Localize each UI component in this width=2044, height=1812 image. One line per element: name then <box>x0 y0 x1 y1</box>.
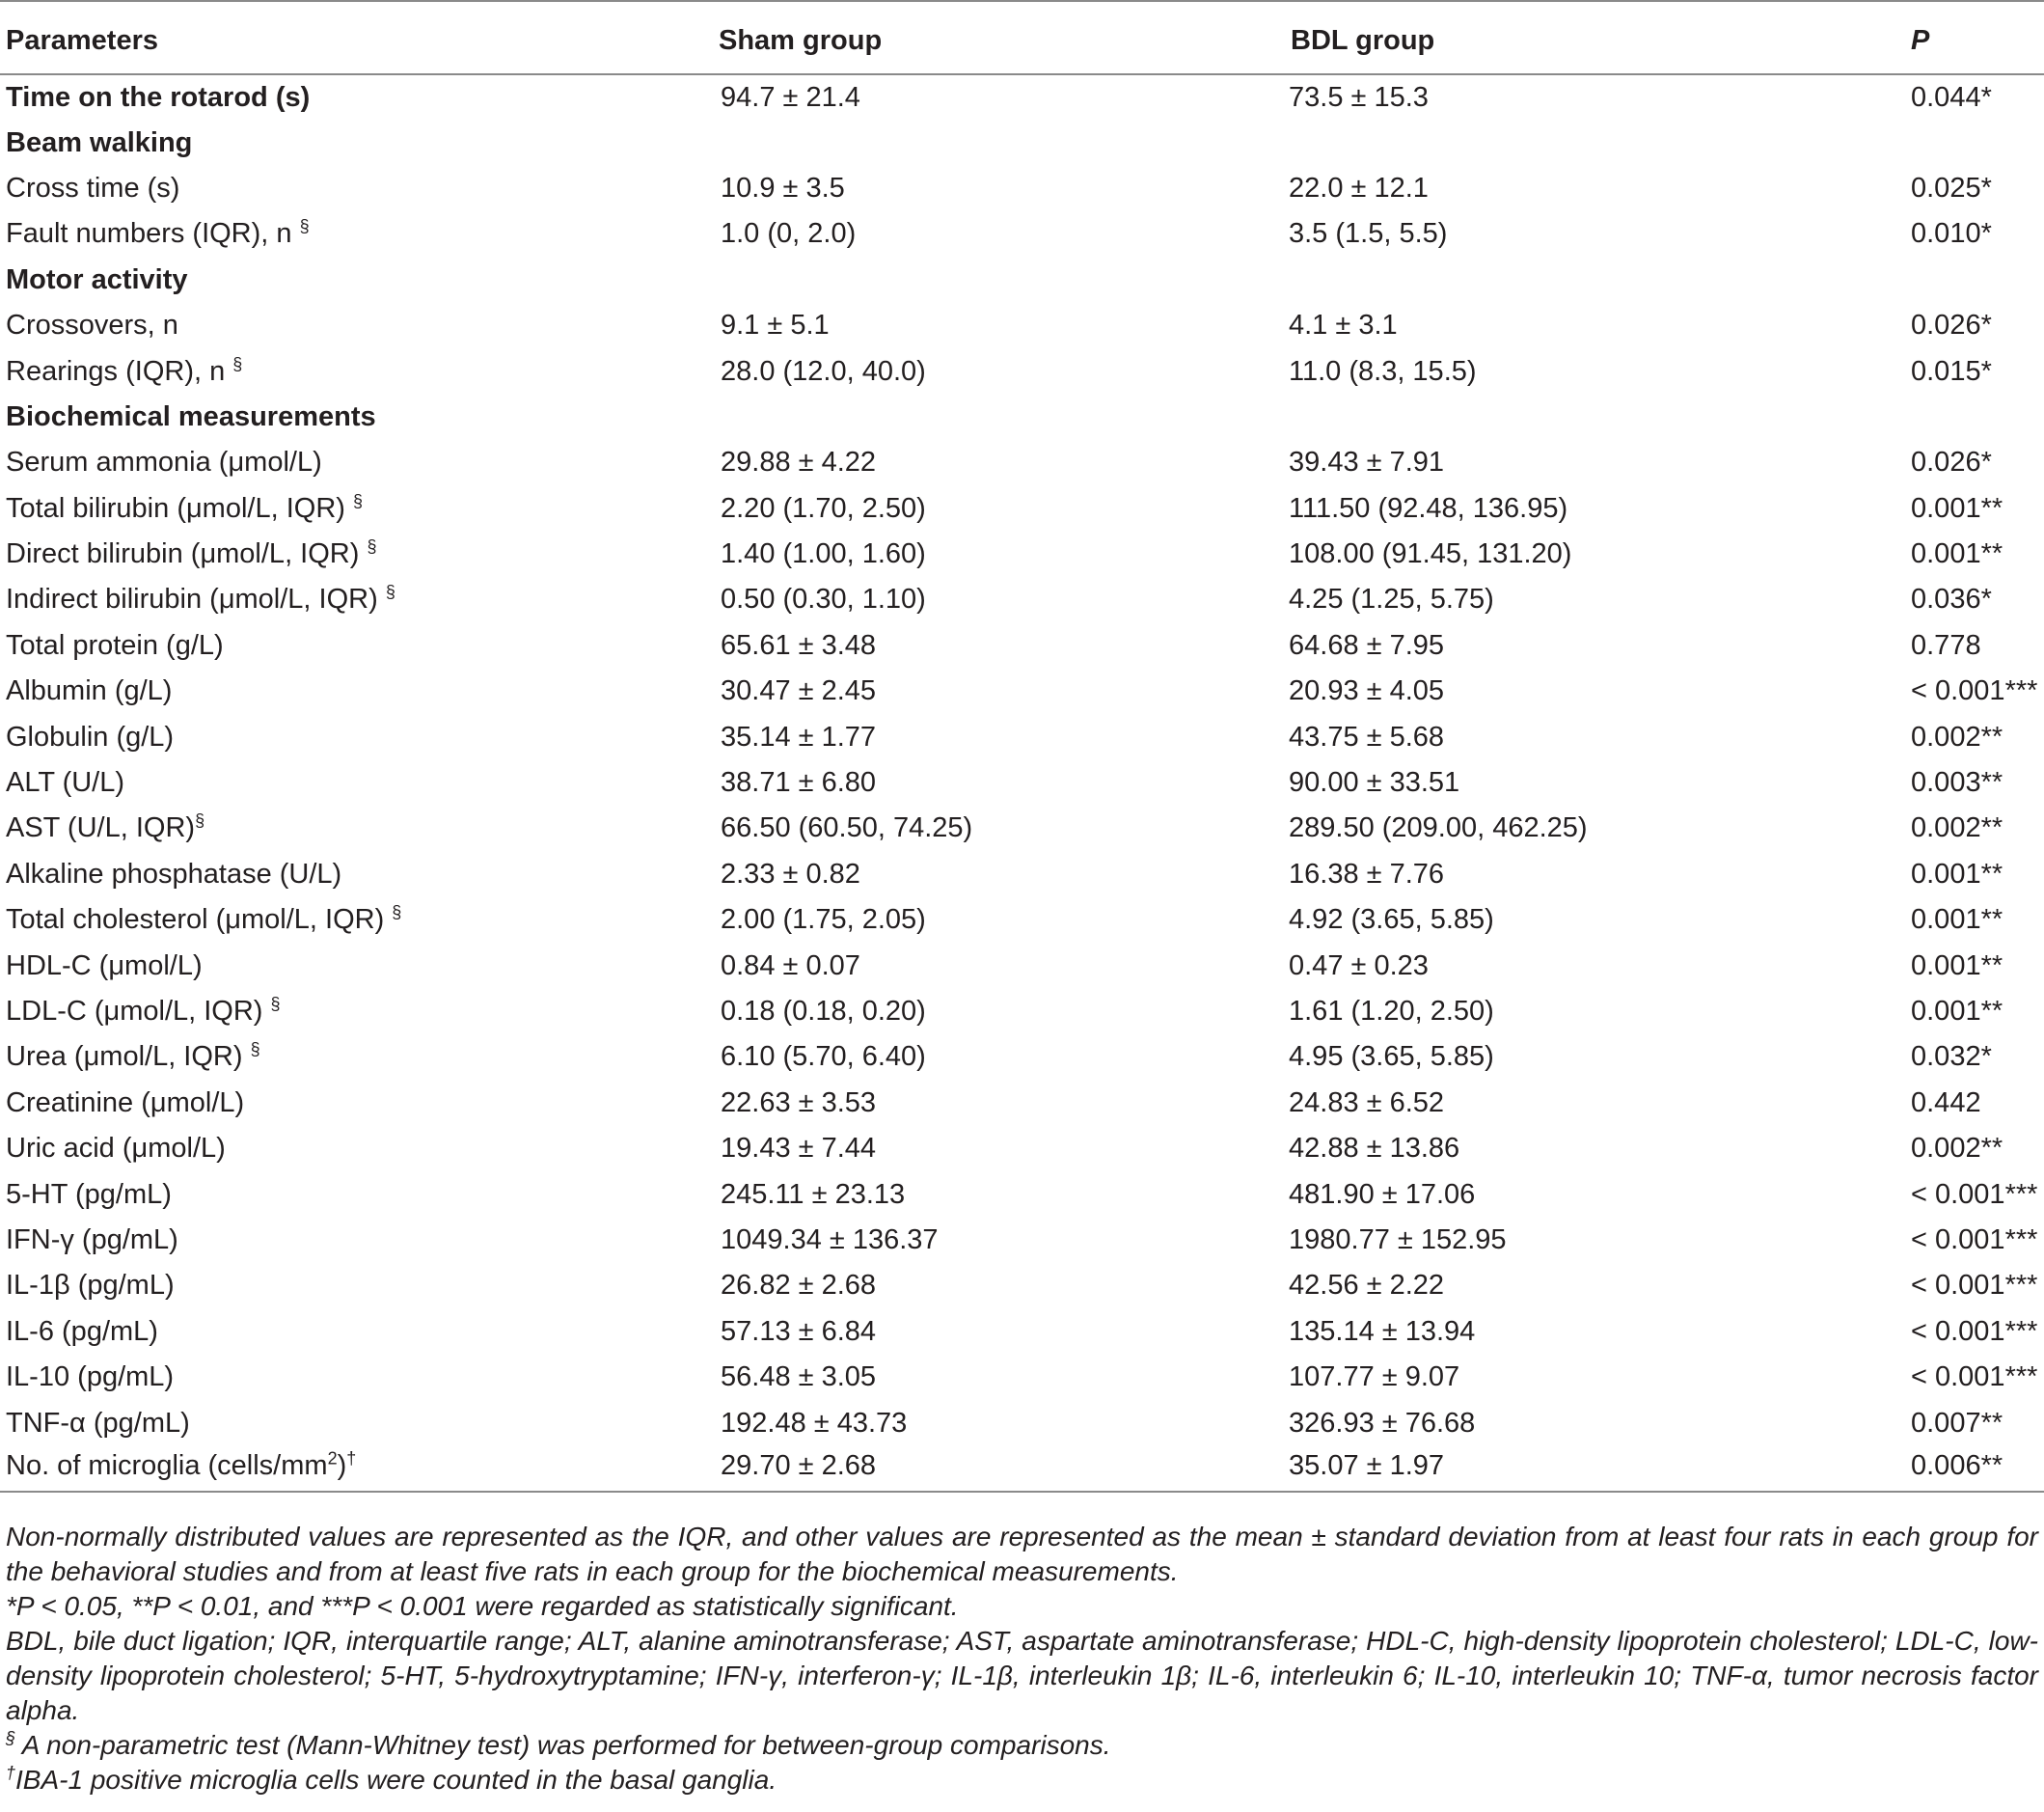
sham-group-cell: 1049.34 ± 136.37 <box>721 1223 939 1255</box>
parameter-cell: Urea (μmol/L, IQR) § <box>6 1039 260 1073</box>
parameter-cell: Beam walking <box>6 126 193 158</box>
footnote-significance: *P < 0.05, **P < 0.01, and ***P < 0.001 were regarded as statistically significant. <box>6 1591 959 1621</box>
sham-group-cell: 0.50 (0.30, 1.10) <box>721 584 926 616</box>
section-row <box>0 395 2044 440</box>
sham-group-cell: 29.70 ± 2.68 <box>713 1446 1285 1492</box>
table-header <box>0 1 2044 74</box>
p-value-cell: < 0.001*** <box>1911 675 2038 707</box>
table-body <box>0 74 2044 1492</box>
p-value-cell: 0.044* <box>1911 81 1992 113</box>
table-row <box>0 577 2044 622</box>
bdl-group-cell <box>1285 120 1903 165</box>
sham-group-cell: 38.71 ± 6.80 <box>721 767 877 799</box>
bdl-group-cell: 4.92 (3.65, 5.85) <box>1289 904 1494 936</box>
parameter-cell: Motor activity <box>6 263 188 295</box>
parameter-cell: Globulin (g/L) <box>6 721 175 753</box>
label-superscript: § <box>352 491 363 511</box>
bdl-group-cell: 4.25 (1.25, 5.75) <box>1289 584 1494 616</box>
parameter-cell: LDL-C (μmol/L, IQR) § <box>6 994 281 1027</box>
bdl-group-cell: 1980.77 ± 152.95 <box>1289 1223 1507 1255</box>
footnote-nonparametric: § A non-parametric test (Mann-Whitney test) was performed for between-group comparisons. <box>6 1728 1111 1760</box>
parameter-cell: Creatinine (μmol/L) <box>6 1086 245 1118</box>
p-value-cell: < 0.001*** <box>1911 1270 2038 1302</box>
bdl-group-cell: 0.47 ± 0.23 <box>1289 949 1429 981</box>
p-value-cell: 0.442 <box>1911 1086 1981 1118</box>
p-value-cell: < 0.001*** <box>1911 1223 2038 1255</box>
p-value-cell: < 0.001*** <box>1911 1315 2038 1347</box>
footnote-distribution: Non-normally distributed values are represented as the IQR, and other values are represented as the mean ± standard deviation from at least four rats in each group for the behavioral studies and from at least five rats in each group for the biochemical measurements. <box>6 1522 2038 1586</box>
bdl-group-cell: 289.50 (209.00, 462.25) <box>1289 812 1588 844</box>
parameter-cell: IL-10 (pg/mL) <box>6 1361 175 1393</box>
bdl-group-cell: 73.5 ± 15.3 <box>1289 81 1429 113</box>
bdl-group-cell: 1.61 (1.20, 2.50) <box>1289 996 1494 1027</box>
sham-group-cell: 2.20 (1.70, 2.50) <box>721 492 926 524</box>
sham-group-cell: 2.00 (1.75, 2.05) <box>721 904 926 936</box>
bdl-group-cell: 22.0 ± 12.1 <box>1289 172 1429 204</box>
bdl-group-cell: 35.07 ± 1.97 <box>1285 1446 1903 1492</box>
sham-group-cell: 57.13 ± 6.84 <box>721 1315 877 1347</box>
label-superscript: § <box>299 216 310 236</box>
header-bdl-group: BDL group <box>1285 1 1903 74</box>
table-row <box>0 669 2044 714</box>
sham-group-cell: 2.33 ± 0.82 <box>721 858 860 890</box>
p-value-cell: 0.025* <box>1911 172 1992 204</box>
p-value-cell <box>1903 120 2044 165</box>
table-row <box>0 1081 2044 1126</box>
sham-group-cell: 9.1 ± 5.1 <box>721 310 830 342</box>
parameter-cell: Rearings (IQR), n § <box>6 353 243 387</box>
label-superscript: 2 <box>327 1448 338 1469</box>
section-row <box>0 120 2044 165</box>
sham-group-cell: 0.84 ± 0.07 <box>721 949 860 981</box>
sham-group-cell <box>713 395 1285 440</box>
parameter-cell: IFN-γ (pg/mL) <box>6 1223 178 1255</box>
header-sham-group: Sham group <box>713 1 1285 74</box>
table-row <box>0 989 2044 1034</box>
sham-group-cell: 35.14 ± 1.77 <box>721 721 877 753</box>
bdl-group-cell: 4.95 (3.65, 5.85) <box>1289 1041 1494 1073</box>
table-row <box>0 1034 2044 1080</box>
parameter-cell: IL-6 (pg/mL) <box>6 1315 158 1347</box>
sham-group-cell: 1.0 (0, 2.0) <box>721 218 857 250</box>
parameter-cell: IL-1β (pg/mL) <box>6 1270 175 1302</box>
parameter-cell: ALT (U/L) <box>6 767 125 799</box>
p-value-cell: 0.015* <box>1911 355 1992 387</box>
table-row <box>0 1309 2044 1355</box>
sham-group-cell: 66.50 (60.50, 74.25) <box>721 812 973 844</box>
sham-group-cell: 56.48 ± 3.05 <box>721 1361 877 1393</box>
p-value-cell: 0.001** <box>1911 949 2003 981</box>
table-row <box>0 1355 2044 1400</box>
parameter-cell: Total protein (g/L) <box>6 629 224 661</box>
p-value-cell: 0.002** <box>1911 721 2003 753</box>
table-row <box>0 1446 2044 1492</box>
sham-group-cell: 30.47 ± 2.45 <box>721 675 877 707</box>
label-superscript: § <box>367 536 377 557</box>
p-value-cell: 0.026* <box>1911 447 1992 479</box>
table-row <box>0 897 2044 943</box>
table-row <box>0 1263 2044 1308</box>
bdl-group-cell: 108.00 (91.45, 131.20) <box>1289 538 1572 570</box>
bdl-group-cell: 43.75 ± 5.68 <box>1289 721 1445 753</box>
sham-group-cell <box>713 120 1285 165</box>
parameter-cell: TNF-α (pg/mL) <box>6 1407 190 1439</box>
section-mark: § <box>6 1728 16 1748</box>
table-row <box>0 211 2044 257</box>
label-superscript: † <box>346 1448 357 1469</box>
p-value-cell: < 0.001*** <box>1911 1361 2038 1393</box>
sham-group-cell: 245.11 ± 23.13 <box>721 1178 906 1210</box>
label-superscript: § <box>195 810 205 831</box>
table-row <box>0 943 2044 988</box>
bdl-group-cell: 11.0 (8.3, 15.5) <box>1289 355 1477 387</box>
bdl-group-cell <box>1285 258 1903 303</box>
label-superscript: § <box>270 994 281 1014</box>
table-row <box>0 714 2044 759</box>
parameter-cell: Direct bilirubin (μmol/L, IQR) § <box>6 536 377 570</box>
parameter-cell: Total cholesterol (μmol/L, IQR) § <box>6 902 402 936</box>
p-value-cell: 0.001** <box>1911 538 2003 570</box>
parameter-cell: Biochemical measurements <box>6 400 376 432</box>
p-value-cell: 0.003** <box>1911 767 2003 799</box>
p-value-cell: 0.001** <box>1911 492 2003 524</box>
sham-group-cell: 192.48 ± 43.73 <box>721 1407 908 1439</box>
p-value-cell: 0.010* <box>1911 218 1992 250</box>
label-superscript: § <box>385 582 395 602</box>
p-value-cell: 0.002** <box>1911 812 2003 844</box>
bdl-group-cell: 42.88 ± 13.86 <box>1289 1133 1460 1165</box>
bdl-group-cell: 107.77 ± 9.07 <box>1289 1361 1460 1393</box>
parameter-cell: No. of microglia $(cells/mm^2)^\dagger$ <box>0 1446 713 1492</box>
table-row <box>0 1171 2044 1217</box>
sham-group-cell: 19.43 ± 7.44 <box>721 1133 877 1165</box>
bdl-group-cell: 39.43 ± 7.91 <box>1289 447 1445 479</box>
sham-group-cell: 94.7 ± 21.4 <box>721 81 860 113</box>
table-row <box>0 532 2044 577</box>
table-row <box>0 1126 2044 1171</box>
p-value-cell: 0.007** <box>1911 1407 2003 1439</box>
table-row <box>0 166 2044 211</box>
parameter-cell: Crossovers, n <box>6 310 178 342</box>
section-row <box>0 258 2044 303</box>
bdl-group-cell: 64.68 ± 7.95 <box>1289 629 1445 661</box>
header-row <box>0 1 2044 74</box>
parameter-cell: Indirect bilirubin (μmol/L, IQR) § <box>6 582 395 616</box>
table-row <box>0 348 2044 394</box>
p-value-cell: 0.002** <box>1911 1133 2003 1165</box>
bdl-group-cell: 90.00 ± 33.51 <box>1289 767 1460 799</box>
table-row <box>0 1400 2044 1445</box>
parameter-cell: Cross time (s) <box>6 172 180 204</box>
parameter-cell: 5-HT (pg/mL) <box>6 1178 172 1210</box>
bdl-group-cell <box>1285 395 1903 440</box>
bdl-group-cell: 24.83 ± 6.52 <box>1289 1086 1445 1118</box>
parameter-cell: Fault numbers (IQR), n § <box>6 216 310 250</box>
p-value-cell: 0.006** <box>1903 1446 2044 1492</box>
header-p-value: P <box>1903 1 2044 74</box>
parameter-cell: Time on the rotarod (s) <box>6 81 311 113</box>
p-value-cell: 0.032* <box>1911 1041 1992 1073</box>
bdl-group-cell: 326.93 ± 76.68 <box>1289 1407 1476 1439</box>
p-value-cell: 0.778 <box>1911 629 1981 661</box>
table-row <box>0 806 2044 851</box>
sham-group-cell: 1.40 (1.00, 1.60) <box>721 538 926 570</box>
sham-group-cell: 6.10 (5.70, 6.40) <box>721 1041 926 1073</box>
bdl-group-cell: 4.1 ± 3.1 <box>1289 310 1398 342</box>
p-value-cell: 0.036* <box>1911 584 1992 616</box>
bdl-group-cell: 42.56 ± 2.22 <box>1289 1270 1445 1302</box>
bdl-group-cell: 16.38 ± 7.76 <box>1289 858 1445 890</box>
sham-group-cell: 26.82 ± 2.68 <box>721 1270 877 1302</box>
label-superscript: § <box>232 353 243 373</box>
parameter-cell: AST (U/L, IQR)§ <box>6 810 205 844</box>
parameter-cell: Serum ammonia (μmol/L) <box>6 447 322 479</box>
p-value-cell <box>1903 395 2044 440</box>
bdl-group-cell: 3.5 (1.5, 5.5) <box>1289 218 1448 250</box>
footnote-abbreviations: BDL, bile duct ligation; IQR, interquartile range; ALT, alanine aminotransferase; AST, aspartate aminotransferase; HDL-C, high-density lipoprotein cholesterol; LDL-C, low-density lipoprotein cholesterol; 5-HT, 5-hydroxytryptamine; IFN-γ, interferon-γ; IL-1β, interleukin 1β; IL-6, interleukin 6; IL-10, interleukin 10; TNF-α, tumor necrosis factor alpha. <box>6 1626 2038 1725</box>
label-superscript: § <box>250 1039 260 1059</box>
p-value-cell: 0.001** <box>1911 904 2003 936</box>
table-row <box>0 852 2044 897</box>
parameter-cell: Alkaline phosphatase (U/L) <box>6 858 342 890</box>
table-footnotes <box>6 1520 2038 1798</box>
parameter-cell: Albumin (g/L) <box>6 675 173 707</box>
bdl-group-cell: 135.14 ± 13.94 <box>1289 1315 1476 1347</box>
sham-group-cell <box>713 258 1285 303</box>
p-value-cell: < 0.001*** <box>1911 1178 2038 1210</box>
sham-group-cell: 10.9 ± 3.5 <box>721 172 845 204</box>
parameter-cell: Uric acid (μmol/L) <box>6 1133 226 1165</box>
p-value-cell <box>1903 258 2044 303</box>
table-row <box>0 74 2044 120</box>
header-parameters: Parameters <box>0 1 713 74</box>
table-row <box>0 440 2044 485</box>
sham-group-cell: 22.63 ± 3.53 <box>721 1086 877 1118</box>
table-row <box>0 303 2044 348</box>
sham-group-cell: 0.18 (0.18, 0.20) <box>721 996 926 1027</box>
table-row <box>0 1218 2044 1263</box>
sham-group-cell: 28.0 (12.0, 40.0) <box>721 355 926 387</box>
table-row <box>0 760 2044 806</box>
footnote-microglia: †IBA-1 positive microglia cells were counted in the basal ganglia. <box>6 1763 777 1795</box>
label-superscript: § <box>392 902 402 922</box>
parameter-cell: HDL-C (μmol/L) <box>6 949 203 981</box>
dagger-mark: † <box>6 1763 16 1783</box>
bdl-group-cell: 111.50 (92.48, 136.95) <box>1289 492 1568 524</box>
sham-group-cell: 29.88 ± 4.22 <box>721 447 877 479</box>
sham-group-cell: 65.61 ± 3.48 <box>721 629 877 661</box>
bdl-group-cell: 20.93 ± 4.05 <box>1289 675 1445 707</box>
p-value-cell: 0.001** <box>1911 858 2003 890</box>
table-row <box>0 623 2044 669</box>
table-row <box>0 486 2044 532</box>
bdl-group-cell: 481.90 ± 17.06 <box>1289 1178 1476 1210</box>
p-value-cell: 0.001** <box>1911 996 2003 1027</box>
p-value-cell: 0.026* <box>1911 310 1992 342</box>
parameter-cell: Total bilirubin (μmol/L, IQR) § <box>6 491 363 524</box>
